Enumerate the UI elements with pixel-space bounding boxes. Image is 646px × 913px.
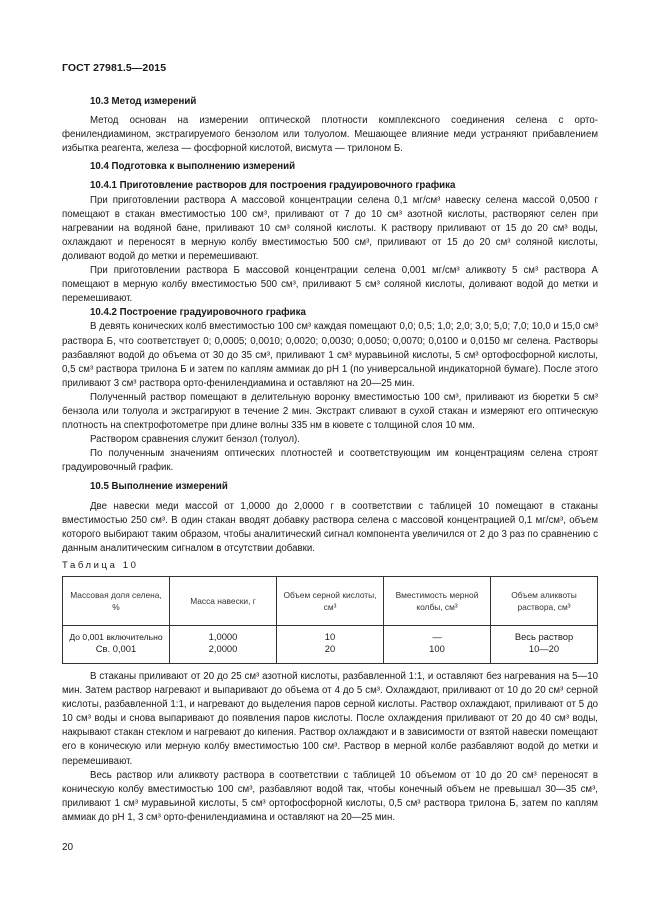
table-header-row [63, 577, 598, 626]
subsection-10-4-2-title: 10.4.2 Построение градуировочного графика [90, 307, 306, 319]
paragraph: В стаканы приливают от 20 до 25 см³ азотной кислоты, разбавленной 1:1, и оставляют без нагревания на 5—10 мин. Затем раствор нагревают и выпаривают до объема от 4 до 5 см³. Охлаждают, приливают от 10 до 20 см³ серной кислоты, разбавленной 1:1, и нагревают до выделения паров серной кислоты. Раствор охлаждают, приливают от 5 до 10 см³ воды и снова выпаривают до появления паров кислоты. После охлаждения приливают от 20 до 40 см³ воды, накрывают стакан стеклом и нагревают до кипения. Раствор охлаждают и в зависимости от взятой навески помещают его в коническую или мерную колбу вместимостью 100 см³. Раствор в мерной колбе разбавляют водой до метки и перемешивают. [62, 671, 598, 767]
cell-value: 1,0000 [208, 631, 238, 642]
paragraph: При приготовлении раствора Б массовой концентрации селена 0,001 мг/см³ аликвоту 5 см³ раствора А помещают в мерную колбу вместимостью 500 см³, приливают 5 см³ соляной кислоты, доливают водой до метки и перемешивают. [62, 265, 598, 305]
section-10-3-title: 10.3 Метод измерений [90, 96, 197, 107]
subsection-10-4-1-title: 10.4.1 Приготовление растворов для построения градуировочного графика [90, 180, 456, 192]
header-cell: Массовая доля селена, % [63, 577, 170, 626]
paragraph: Полученный раствор помещают в делительную воронку вместимостью 100 см³, приливают из бюретки 5 см³ бензола или толуола и экстрагируют в течение 2 мин. Экстракт сливают в сухой стакан и измеряют его оптическую плотность на спектрофотометре при длине волны 335 нм в кювете с толщиной слоя 10 мм. [62, 391, 598, 432]
paragraph: Две навески меди массой от 1,0000 до 2,0000 г в соответствии с таблицей 10 помещают в стаканы вместимостью 250 см³. В один стакан вводят добавку раствора селена с массовой концентрацией 0,1 мг/см³, объем которого выбирают таким образом, чтобы аналитический сигнал компонента увеличился от 2 до 3 раз по сравнению с данным аналитическим сигналом в отсутствии добавки. [62, 500, 598, 554]
header-cell: Масса навески, г [170, 577, 277, 626]
page-number: 20 [62, 842, 74, 853]
section-10-5-title: 10.5 Выполнение измерений [90, 481, 228, 493]
cell-value: До 0,001 включительно [69, 632, 163, 642]
cell-value: 2,0000 [208, 643, 238, 654]
cell-value: 100 [429, 643, 445, 654]
table-cell [491, 626, 598, 664]
paragraph: По полученным значениям оптических плотностей и соответствующим им концентрациям селена строят градуировочный график. [62, 448, 598, 474]
table-caption: Таблица 10 [62, 559, 139, 571]
paragraph: При приготовлении раствора А массовой концентрации селена 0,1 мг/см³ навеску селена массой 0,0500 г помещают в стакан вместимостью 100 см³, приливают от 7 до 10 см³ азотной кислоты, растворяют селен при нагревании на водяной бане, приливают 10 см³ соляной кислоты. К раствору приливают от 15 до 20 см³ воды, охлаждают и переносят в мерную колбу вместимостью 500 см³, приливают от 15 до 20 см³ соляной кислоты, доливают водой до метки и перемешивают. [62, 194, 598, 262]
document-header: ГОСТ 27981.5—2015 [62, 62, 167, 74]
cell-value: 10 [324, 631, 336, 642]
table-cell [277, 626, 384, 664]
table-10 [62, 576, 598, 664]
section-10-4-title: 10.4 Подготовка к выполнению измерений [90, 161, 296, 173]
document-body [62, 92, 598, 825]
table-cell [170, 626, 277, 664]
cell-value: Весь раствор [514, 631, 574, 642]
table-row [63, 626, 598, 664]
cell-value: 20 [324, 643, 336, 654]
paragraph: Весь раствор или аликвоту раствора в соответствии с таблицей 10 объемом от 10 до 20 см³ переносят в коническую колбу вместимостью 100 см³, разбавляют водой так, чтобы конечный объем не превышал 30—35 см³, приливают 1 см³ муравьиной кислоты, 5 см³ ортофосфорной кислоты, 0,5 см³ раствора трилона Б, затем по каплям аммиак до pH 1, 3 см³ орто-фенилендиамина и оставляют на 20—25 мин. [62, 769, 598, 823]
cell-value: Св. 0,001 [95, 643, 137, 654]
paragraph: Метод основан на измерении оптической плотности комплексного соединения селена с орто-фенилендиамином, экстрагируемого бензолом или толуолом. Мешающее влияние меди устраняют прибавлением избытка реагента, железа — фосфорной кислотой, висмута — трилоном Б. [62, 115, 598, 155]
cell-value: — [432, 631, 442, 642]
table-cell [384, 626, 491, 664]
table-cell [63, 626, 170, 664]
cell-value: 10—20 [528, 643, 560, 654]
paragraph: В девять конических колб вместимостью 100 см³ каждая помещают 0,0; 0,5; 1,0; 2,0; 3,0; 5,0; 7,0; 10,0 и 15,0 см³ раствора Б, что соответствует 0; 0,0005; 0,0010; 0,0020; 0,0030; 0,0050; 0,0070; 0,0100 и 0,0150 мг селена. Растворы разбавляют водой до объема от 30 до 35 см³, приливают 1 см³ муравьиной кислоты, 5 см³ ортофосфорной кислоты, 0,5 см³ раствора трилона Б и затем по каплям аммиак до pH 1 (по универсальной индикаторной бумаге). После этого приливают 3 см³ раствора орто-фенилендиамина и оставляют на 20—25 мин. [62, 321, 598, 389]
header-cell: Объем серной кислоты, см³ [277, 577, 384, 626]
header-cell: Вместимость мерной колбы, см³ [384, 577, 491, 626]
header-cell: Объем аликвоты раствора, см³ [491, 577, 598, 626]
paragraph: Раствором сравнения служит бензол (толуол). [90, 434, 300, 446]
